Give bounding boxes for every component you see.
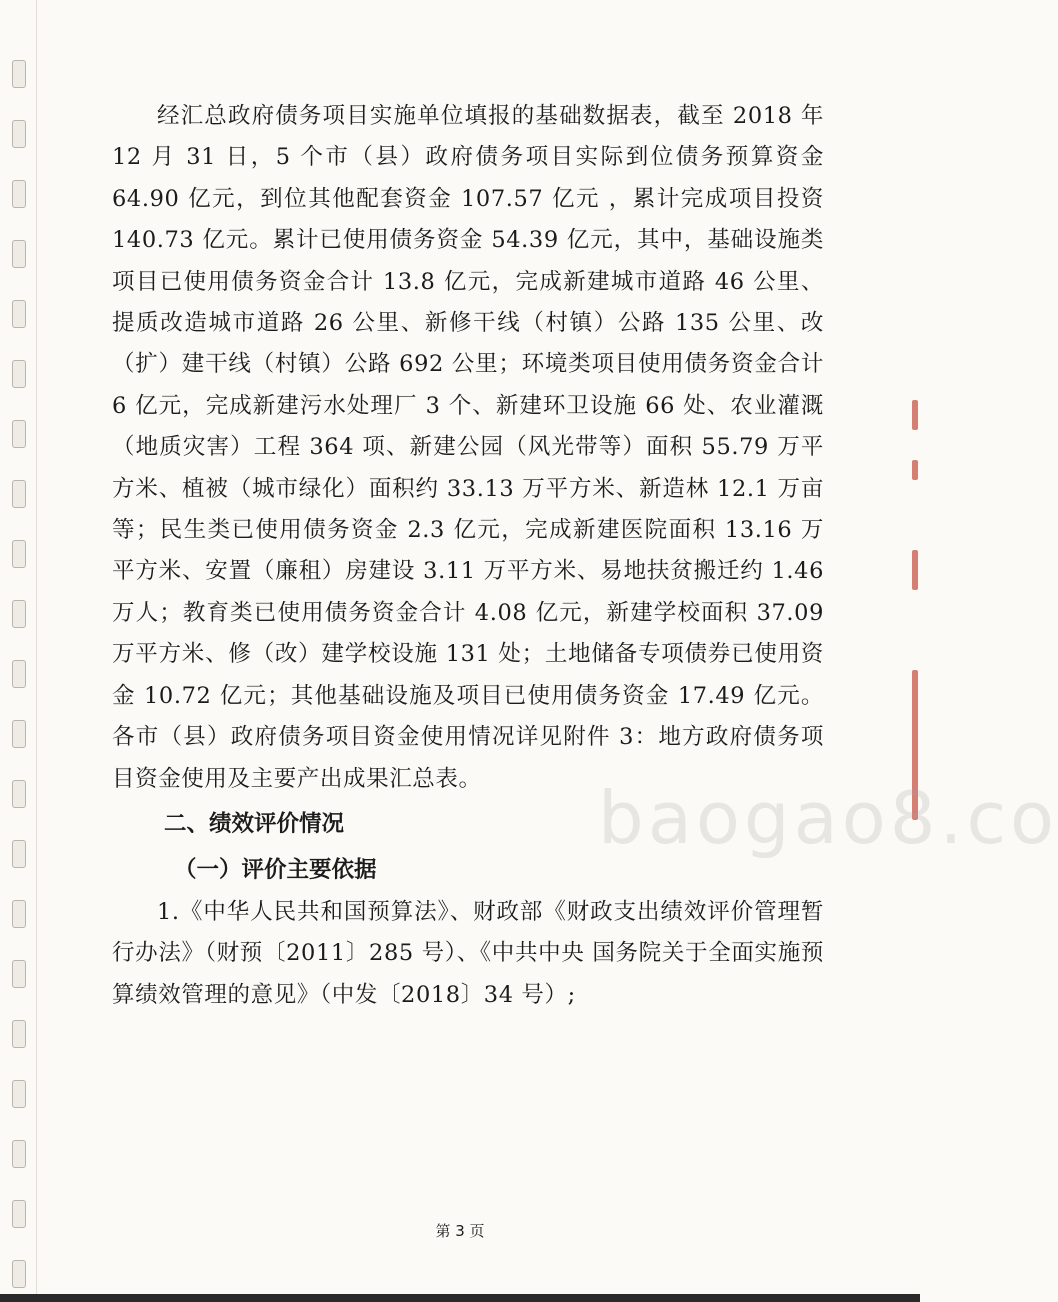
- paragraph-funding-summary: 经汇总政府债务项目实施单位填报的基础数据表，截至 2018 年 12 月 31 日，5 个市（县）政府债务项目实际到位债务预算资金 64.90 亿元，到位其他配套资金 107.57 亿元 ，累计完成项目投资 140.73 亿元。累计已使用债务资金 54.39 亿元，其中，基础设施类项目已使用债务资金合计 13.8 亿元，完成新建城市道路 46 公里、提质改造城市道路 26 公里、新修干线（村镇）公路 135 公里、改（扩）建干线（村镇）公路 692 公里；环境类项目使用债务资金合计 6 亿元，完成新建污水处理厂 3 个、新建环卫设施 66 处、农业灌溉（地质灾害）工程 364 项、新建公园（风光带等）面积 55.79 万平方米、植被（城市绿化）面积约 33.13 万平方米、新造林 12.1 万亩等；民生类已使用债务资金 2.3 亿元，完成新建医院面积 13.16 万平方米、安置（廉租）房建设 3.11 万平方米、易地扶贫搬迁约 1.46 万人；教育类已使用债务资金合计 4.08 亿元，新建学校面积 37.09 万平方米、修（改）建学校设施 131 处；土地储备专项债券已使用资金 10.72 亿元；其他基础设施及项目已使用债务资金 17.49 亿元。各市（县）政府债务项目资金使用情况详见附件 3：地方政府债务项目资金使用及主要产出成果汇总表。: [112, 103, 824, 792]
- binding-hole: [12, 180, 26, 208]
- binding-hole: [12, 1080, 26, 1108]
- binding-hole: [12, 540, 26, 568]
- subsection-heading: （一）评价主要依据: [174, 856, 377, 883]
- binding-hole: [12, 120, 26, 148]
- binding-hole: [12, 600, 26, 628]
- seal-mark: [912, 550, 918, 590]
- binding-hole: [12, 1260, 26, 1288]
- binding-hole: [12, 720, 26, 748]
- binding-hole: [12, 240, 26, 268]
- binding-hole: [12, 780, 26, 808]
- binding-margin: [0, 0, 40, 1302]
- seal-mark: [912, 460, 918, 480]
- watermark: baogao8.co: [598, 776, 1058, 860]
- seal-mark: [912, 400, 918, 430]
- binding-hole: [12, 660, 26, 688]
- section-heading: 二、绩效评价情况: [164, 810, 345, 837]
- binding-hole: [12, 360, 26, 388]
- binding-hole: [12, 300, 26, 328]
- binding-hole: [12, 60, 26, 88]
- seal-edge-marks: [906, 400, 920, 820]
- binding-hole: [12, 1020, 26, 1048]
- binding-hole: [12, 480, 26, 508]
- binding-line: [36, 0, 37, 1302]
- binding-hole: [12, 900, 26, 928]
- binding-hole: [12, 960, 26, 988]
- binding-hole: [12, 420, 26, 448]
- binding-hole: [12, 1140, 26, 1168]
- paragraph-basis-1: 1.《中华人民共和国预算法》、财政部《财政支出绩效评价管理暂行办法》（财预〔2011〕285 号）、《中共中央 国务院关于全面实施预算绩效管理的意见》（中发〔2018〕34 号）;: [112, 898, 824, 1008]
- page-body: [112, 96, 824, 1016]
- binding-hole: [12, 840, 26, 868]
- page-number: 第 3 页: [435, 1222, 485, 1240]
- scan-bottom-edge: [0, 1294, 920, 1302]
